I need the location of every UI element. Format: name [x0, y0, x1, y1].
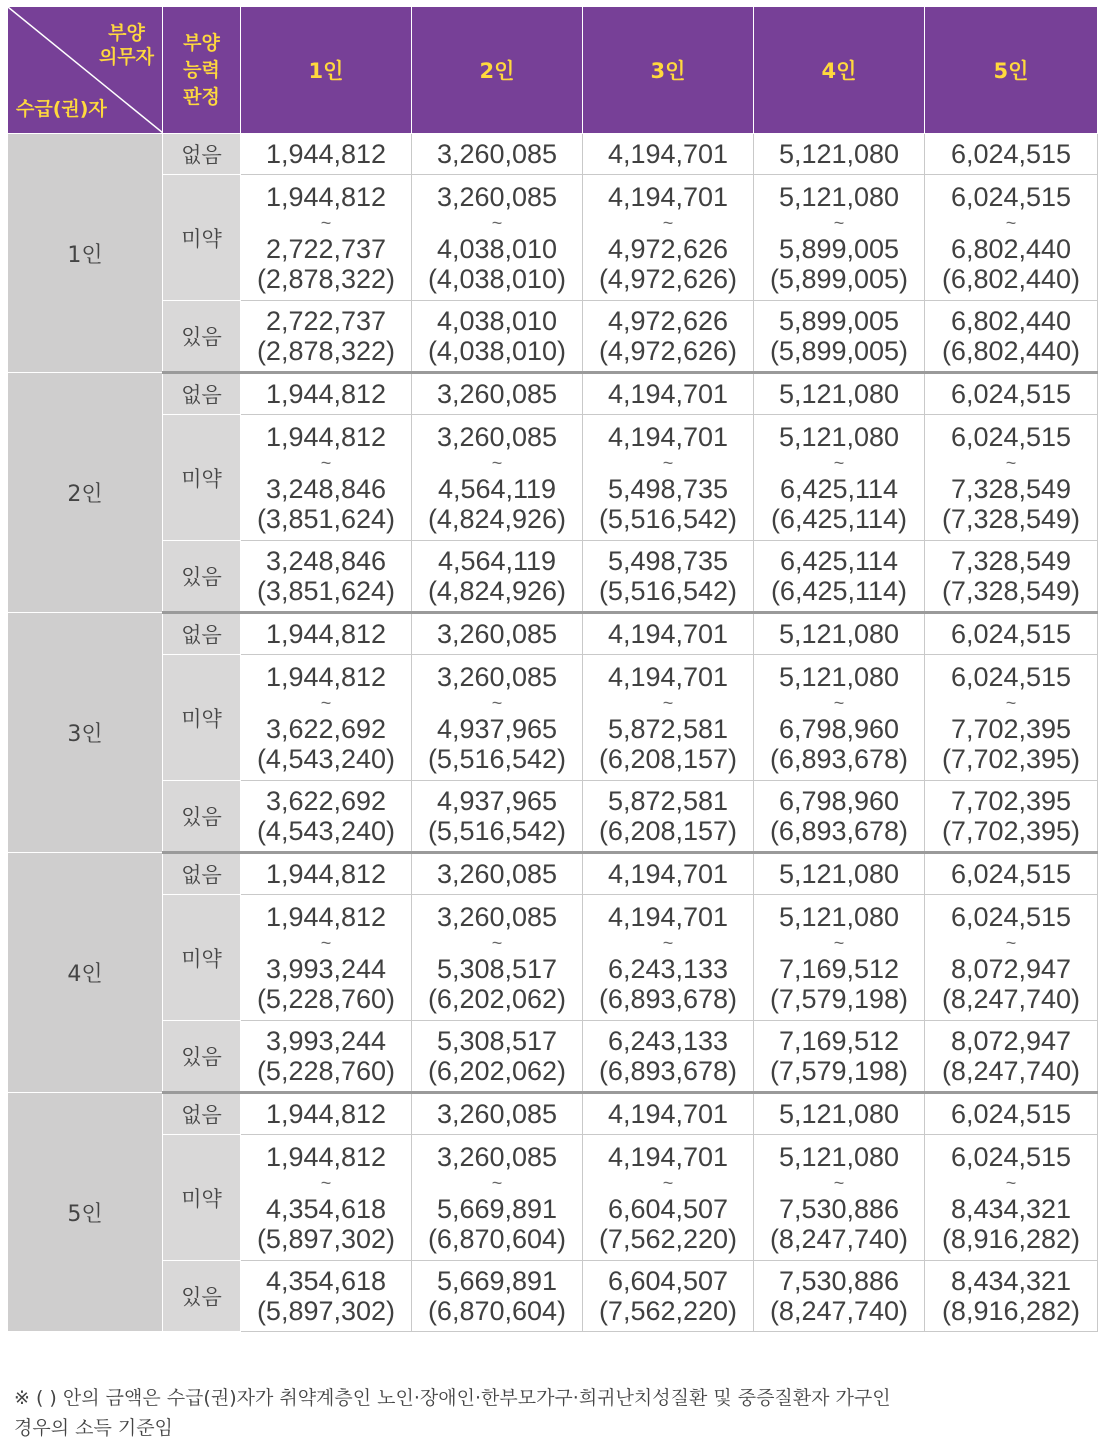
value-line: 1,944,812 — [265, 379, 387, 409]
value-cell — [241, 1261, 412, 1332]
value-line: 4,038,010 — [436, 306, 558, 336]
value-line: (4,543,240) — [256, 816, 396, 846]
value-line: 4,564,119 — [437, 546, 557, 576]
range-tilde: ~ — [833, 692, 845, 713]
value-line: 6,425,114 — [779, 473, 899, 504]
table-row — [8, 1093, 1098, 1135]
value-line: (5,899,005) — [769, 336, 909, 366]
value-line: 6,802,440 — [950, 233, 1072, 264]
value-line: (2,878,322) — [256, 263, 396, 294]
value-line: 1,944,812 — [265, 139, 387, 169]
value-line: 7,328,549 — [950, 546, 1072, 576]
value-line: (5,516,542) — [427, 816, 567, 846]
value-line: (5,516,542) — [598, 576, 738, 606]
capacity-level-label: 있음 — [163, 781, 241, 853]
value-cell — [241, 134, 412, 175]
value-line: 7,169,512 — [778, 1026, 900, 1056]
value-line: (6,870,604) — [427, 1223, 567, 1254]
value-line: 6,024,515 — [950, 901, 1072, 932]
value-line: (7,702,395) — [941, 743, 1081, 774]
table-row — [8, 134, 1098, 175]
value-line: (6,893,678) — [769, 743, 909, 774]
value-line: (8,247,740) — [941, 983, 1081, 1014]
value-line: 4,194,701 — [607, 661, 729, 692]
value-line: (5,899,005) — [769, 263, 909, 294]
capacity-level-label: 있음 — [163, 541, 241, 613]
footnote: ※ ( ) 안의 금액은 수급(권)자가 취약계층인 노인·장애인·한부모가구·희귀난치성질환 및 중증질환자 가구인 경우의 소득 기준임 — [14, 1387, 891, 1439]
range-tilde: ~ — [662, 932, 674, 953]
value-cell — [583, 895, 754, 1021]
value-line: (4,972,626) — [598, 263, 738, 294]
table-row — [8, 1135, 1098, 1261]
value-cell — [412, 895, 583, 1021]
range-tilde: ~ — [662, 1172, 674, 1193]
table-row — [8, 853, 1098, 895]
value-line: 7,328,549 — [950, 473, 1072, 504]
value-cell — [583, 613, 754, 655]
value-line: (5,228,760) — [256, 1056, 396, 1086]
value-line: 4,038,010 — [436, 233, 558, 264]
table-row — [8, 1021, 1098, 1093]
value-cell — [412, 175, 583, 301]
column-header: 4인 — [754, 7, 925, 134]
range-tilde: ~ — [320, 932, 332, 953]
value-line: 5,308,517 — [436, 1026, 558, 1056]
value-line: 1,944,812 — [265, 1099, 387, 1129]
value-line: 3,260,085 — [436, 859, 558, 889]
value-cell — [925, 613, 1098, 655]
value-line: 1,944,812 — [265, 661, 387, 692]
value-line: 6,024,515 — [950, 661, 1072, 692]
value-line: (7,328,549) — [941, 576, 1081, 606]
value-cell — [583, 175, 754, 301]
range-tilde: ~ — [320, 452, 332, 473]
value-line: (3,851,624) — [256, 503, 396, 534]
value-line: 4,972,626 — [607, 233, 729, 264]
capacity-level-label: 없음 — [163, 134, 241, 175]
value-line: (7,579,198) — [769, 1056, 909, 1086]
value-line: 3,260,085 — [436, 139, 558, 169]
range-tilde: ~ — [491, 1172, 503, 1193]
value-line: 5,121,080 — [778, 139, 900, 169]
value-cell — [583, 1261, 754, 1332]
value-line: 4,354,618 — [265, 1193, 387, 1224]
value-line: 3,260,085 — [436, 619, 558, 649]
capacity-level-label: 없음 — [163, 1093, 241, 1135]
value-cell — [241, 541, 412, 613]
capacity-level-label: 미약 — [163, 1135, 241, 1261]
value-cell — [583, 541, 754, 613]
value-line: 5,121,080 — [778, 1099, 900, 1129]
value-line: (6,425,114) — [770, 576, 908, 606]
value-line: (8,247,740) — [941, 1056, 1081, 1086]
value-cell — [583, 853, 754, 895]
value-cell — [241, 415, 412, 541]
range-tilde: ~ — [833, 452, 845, 473]
corner-header — [8, 7, 163, 134]
value-cell — [412, 613, 583, 655]
value-line: 7,169,512 — [778, 953, 900, 984]
value-cell — [241, 781, 412, 853]
value-cell — [241, 1021, 412, 1093]
range-tilde: ~ — [320, 212, 332, 233]
value-line: 3,248,846 — [265, 473, 387, 504]
value-line: 4,564,119 — [437, 473, 557, 504]
value-line: 5,121,080 — [778, 379, 900, 409]
value-line: 3,248,846 — [265, 546, 387, 576]
value-line: (8,247,740) — [769, 1296, 909, 1326]
value-line: 5,121,080 — [778, 421, 900, 452]
value-line: (6,802,440) — [941, 263, 1081, 294]
value-line: 3,993,244 — [265, 953, 387, 984]
range-tilde: ~ — [1005, 1172, 1017, 1193]
value-cell — [412, 1021, 583, 1093]
value-line: 5,872,581 — [607, 713, 729, 744]
recipient-group-label: 1인 — [8, 134, 163, 373]
value-line: 4,194,701 — [607, 421, 729, 452]
value-line: 4,937,965 — [436, 713, 558, 744]
value-cell — [583, 781, 754, 853]
value-cell — [412, 541, 583, 613]
value-cell — [241, 895, 412, 1021]
value-line: (3,851,624) — [256, 576, 396, 606]
value-cell — [241, 1135, 412, 1261]
value-line: 6,024,515 — [950, 139, 1072, 169]
value-line: 7,530,886 — [778, 1193, 900, 1224]
value-line: 1,944,812 — [265, 421, 387, 452]
value-cell — [925, 655, 1098, 781]
range-tilde: ~ — [1005, 692, 1017, 713]
value-line: (8,916,282) — [941, 1223, 1081, 1254]
value-cell — [412, 415, 583, 541]
value-line: (7,702,395) — [941, 816, 1081, 846]
capacity-level-label: 없음 — [163, 373, 241, 415]
value-line: 6,024,515 — [950, 379, 1072, 409]
value-cell — [583, 655, 754, 781]
value-line: 6,604,507 — [607, 1193, 729, 1224]
value-line: (6,202,062) — [427, 983, 567, 1014]
value-line: 3,260,085 — [436, 1099, 558, 1129]
value-cell — [925, 415, 1098, 541]
value-line: 5,308,517 — [436, 953, 558, 984]
value-line: 6,024,515 — [950, 421, 1072, 452]
value-line: 6,243,133 — [607, 953, 729, 984]
value-line: 3,260,085 — [436, 901, 558, 932]
value-line: (5,228,760) — [256, 983, 396, 1014]
value-cell — [925, 1093, 1098, 1135]
value-cell — [583, 301, 754, 373]
value-line: 3,260,085 — [436, 181, 558, 212]
value-line: 5,669,891 — [436, 1266, 558, 1296]
range-tilde: ~ — [1005, 452, 1017, 473]
value-line: (5,897,302) — [256, 1223, 396, 1254]
value-line: (6,425,114) — [770, 503, 908, 534]
value-line: 6,798,960 — [778, 786, 900, 816]
value-cell — [925, 1135, 1098, 1261]
value-line: 5,121,080 — [778, 1141, 900, 1172]
value-cell — [754, 1135, 925, 1261]
range-tilde: ~ — [662, 692, 674, 713]
value-line: (8,916,282) — [941, 1296, 1081, 1326]
value-cell — [583, 415, 754, 541]
value-line: 4,937,965 — [436, 786, 558, 816]
value-line: (5,516,542) — [427, 743, 567, 774]
value-line: 3,260,085 — [436, 661, 558, 692]
value-line: (4,972,626) — [598, 336, 738, 366]
column-header: 3인 — [583, 7, 754, 134]
range-tilde: ~ — [662, 452, 674, 473]
value-line: 5,498,735 — [607, 546, 729, 576]
value-line: (6,208,157) — [598, 743, 738, 774]
recipient-group-label: 2인 — [8, 373, 163, 613]
value-line: (6,802,440) — [941, 336, 1081, 366]
range-tilde: ~ — [833, 212, 845, 233]
recipient-group-label: 4인 — [8, 853, 163, 1093]
capacity-level-label: 미약 — [163, 655, 241, 781]
value-line: 6,798,960 — [778, 713, 900, 744]
value-cell — [412, 781, 583, 853]
range-tilde: ~ — [491, 692, 503, 713]
value-line: 6,024,515 — [950, 1141, 1072, 1172]
table-row — [8, 613, 1098, 655]
value-line: 6,604,507 — [607, 1266, 729, 1296]
value-line: 4,194,701 — [607, 859, 729, 889]
value-line: 4,972,626 — [607, 306, 729, 336]
value-line: 3,993,244 — [265, 1026, 387, 1056]
judge-label-header: 부양 능력 판정 — [163, 7, 241, 134]
value-line: 5,121,080 — [778, 661, 900, 692]
recipient-group-label: 5인 — [8, 1093, 163, 1332]
income-criteria-table — [7, 6, 1098, 1332]
value-line: 6,425,114 — [779, 546, 899, 576]
value-line: 7,702,395 — [950, 713, 1072, 744]
corner-label-recipient: 수급(권)자 — [16, 98, 107, 120]
value-line: 4,194,701 — [607, 619, 729, 649]
value-line: 2,722,737 — [265, 233, 387, 264]
value-line: 5,899,005 — [778, 233, 900, 264]
value-cell — [583, 134, 754, 175]
table-row — [8, 373, 1098, 415]
capacity-level-label: 미약 — [163, 415, 241, 541]
table-row — [8, 541, 1098, 613]
value-line: 8,434,321 — [950, 1193, 1072, 1224]
range-tilde: ~ — [320, 692, 332, 713]
value-line: 1,944,812 — [265, 901, 387, 932]
value-line: 5,899,005 — [778, 306, 900, 336]
value-line: (5,516,542) — [598, 503, 738, 534]
value-cell — [754, 541, 925, 613]
column-header: 1인 — [241, 7, 412, 134]
value-line: 4,194,701 — [607, 139, 729, 169]
capacity-level-label: 있음 — [163, 1261, 241, 1332]
value-line: 3,260,085 — [436, 1141, 558, 1172]
value-cell — [754, 134, 925, 175]
value-cell — [241, 655, 412, 781]
value-line: 7,530,886 — [778, 1266, 900, 1296]
value-line: 6,024,515 — [950, 1099, 1072, 1129]
value-line: 1,944,812 — [265, 859, 387, 889]
value-cell — [925, 301, 1098, 373]
range-tilde: ~ — [662, 212, 674, 233]
value-cell — [583, 1135, 754, 1261]
value-cell — [241, 613, 412, 655]
table-header-row — [8, 7, 1098, 134]
value-line: 3,622,692 — [265, 713, 387, 744]
value-line: (4,824,926) — [427, 503, 567, 534]
value-line: (6,202,062) — [427, 1056, 567, 1086]
value-cell — [754, 301, 925, 373]
value-line: 6,024,515 — [950, 859, 1072, 889]
value-line: 6,802,440 — [950, 306, 1072, 336]
value-cell — [583, 1021, 754, 1093]
value-line: 8,434,321 — [950, 1266, 1072, 1296]
value-line: 5,121,080 — [778, 859, 900, 889]
value-cell — [754, 1093, 925, 1135]
value-cell — [754, 1261, 925, 1332]
table-body — [8, 134, 1098, 1332]
value-line: 4,194,701 — [607, 181, 729, 212]
value-line: 1,944,812 — [265, 619, 387, 649]
value-line: 4,354,618 — [265, 1266, 387, 1296]
value-line: (4,543,240) — [256, 743, 396, 774]
value-line: 4,194,701 — [607, 901, 729, 932]
value-line: (7,328,549) — [941, 503, 1081, 534]
value-cell — [583, 373, 754, 415]
value-cell — [583, 1093, 754, 1135]
value-line: 7,702,395 — [950, 786, 1072, 816]
value-line: 5,121,080 — [778, 901, 900, 932]
value-line: (4,038,010) — [427, 336, 567, 366]
capacity-level-label: 미약 — [163, 895, 241, 1021]
value-line: 8,072,947 — [950, 953, 1072, 984]
capacity-level-label: 없음 — [163, 613, 241, 655]
table-row — [8, 415, 1098, 541]
column-header: 2인 — [412, 7, 583, 134]
value-line: 8,072,947 — [950, 1026, 1072, 1056]
capacity-level-label: 있음 — [163, 1021, 241, 1093]
value-line: 4,194,701 — [607, 1141, 729, 1172]
value-line: 6,024,515 — [950, 619, 1072, 649]
range-tilde: ~ — [491, 932, 503, 953]
value-line: 5,121,080 — [778, 619, 900, 649]
value-cell — [925, 781, 1098, 853]
value-line: (8,247,740) — [769, 1223, 909, 1254]
value-line: 5,669,891 — [436, 1193, 558, 1224]
value-cell — [412, 1093, 583, 1135]
value-cell — [925, 1261, 1098, 1332]
value-line: (6,893,678) — [598, 983, 738, 1014]
value-line: 3,260,085 — [436, 421, 558, 452]
value-line: 6,243,133 — [607, 1026, 729, 1056]
recipient-group-label: 3인 — [8, 613, 163, 853]
value-cell — [925, 541, 1098, 613]
capacity-level-label: 있음 — [163, 301, 241, 373]
table-row — [8, 655, 1098, 781]
value-cell — [241, 175, 412, 301]
value-cell — [241, 1093, 412, 1135]
value-line: (5,897,302) — [256, 1296, 396, 1326]
value-line: (4,824,926) — [427, 576, 567, 606]
value-cell — [241, 373, 412, 415]
value-cell — [925, 853, 1098, 895]
capacity-level-label: 없음 — [163, 853, 241, 895]
range-tilde: ~ — [491, 452, 503, 473]
value-cell — [754, 895, 925, 1021]
value-cell — [412, 1261, 583, 1332]
value-cell — [412, 373, 583, 415]
value-line: 4,194,701 — [607, 379, 729, 409]
value-cell — [241, 301, 412, 373]
value-line: (6,870,604) — [427, 1296, 567, 1326]
value-cell — [412, 301, 583, 373]
value-cell — [754, 373, 925, 415]
value-line: 6,024,515 — [950, 181, 1072, 212]
value-line: 5,121,080 — [778, 181, 900, 212]
value-cell — [925, 895, 1098, 1021]
value-cell — [754, 415, 925, 541]
value-cell — [412, 655, 583, 781]
value-cell — [412, 134, 583, 175]
value-cell — [412, 853, 583, 895]
value-line: (6,893,678) — [598, 1056, 738, 1086]
value-line: 1,944,812 — [265, 181, 387, 212]
corner-label-obligor: 부양 의무자 — [98, 22, 154, 68]
value-cell — [754, 655, 925, 781]
value-cell — [754, 781, 925, 853]
range-tilde: ~ — [1005, 212, 1017, 233]
column-header: 5인 — [925, 7, 1098, 134]
range-tilde: ~ — [833, 932, 845, 953]
value-line: 2,722,737 — [265, 306, 387, 336]
range-tilde: ~ — [320, 1172, 332, 1193]
value-cell — [754, 175, 925, 301]
value-line: 5,498,735 — [607, 473, 729, 504]
value-line: (7,562,220) — [598, 1223, 738, 1254]
value-cell — [925, 373, 1098, 415]
value-line: (7,579,198) — [769, 983, 909, 1014]
value-cell — [241, 853, 412, 895]
value-line: (6,208,157) — [598, 816, 738, 846]
range-tilde: ~ — [491, 212, 503, 233]
value-line: (6,893,678) — [769, 816, 909, 846]
value-cell — [412, 1135, 583, 1261]
value-line: 1,944,812 — [265, 1141, 387, 1172]
table-row — [8, 1261, 1098, 1332]
value-cell — [925, 134, 1098, 175]
income-table-container — [7, 6, 1097, 1332]
value-cell — [925, 1021, 1098, 1093]
range-tilde: ~ — [833, 1172, 845, 1193]
value-line: 3,622,692 — [265, 786, 387, 816]
value-cell — [754, 613, 925, 655]
value-cell — [925, 175, 1098, 301]
table-row — [8, 301, 1098, 373]
value-line: 3,260,085 — [436, 379, 558, 409]
value-cell — [754, 1021, 925, 1093]
value-line: (7,562,220) — [598, 1296, 738, 1326]
value-line: 4,194,701 — [607, 1099, 729, 1129]
value-cell — [754, 853, 925, 895]
value-line: (4,038,010) — [427, 263, 567, 294]
range-tilde: ~ — [1005, 932, 1017, 953]
table-row — [8, 895, 1098, 1021]
value-line: 5,872,581 — [607, 786, 729, 816]
capacity-level-label: 미약 — [163, 175, 241, 301]
value-line: (2,878,322) — [256, 336, 396, 366]
table-row — [8, 175, 1098, 301]
table-row — [8, 781, 1098, 853]
